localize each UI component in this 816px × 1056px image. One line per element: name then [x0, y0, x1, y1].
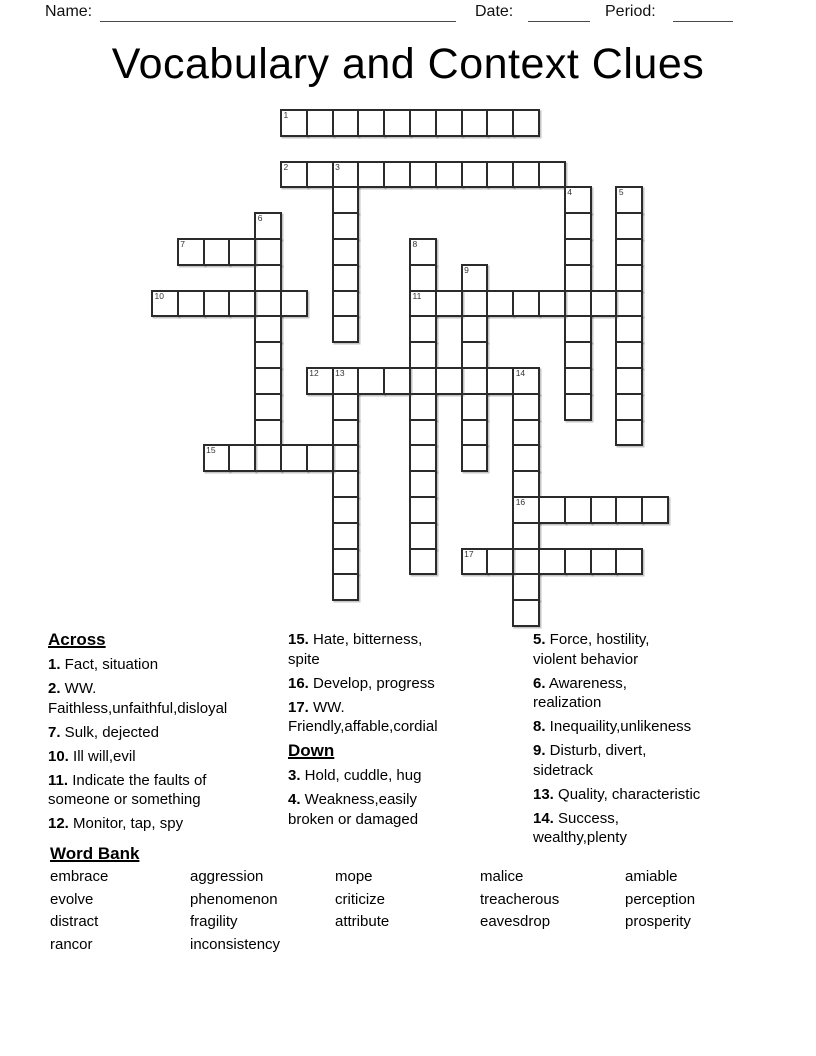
clues-column-2	[288, 630, 526, 834]
crossword-cell[interactable]	[615, 496, 643, 524]
word-bank-word: malice	[480, 868, 524, 885]
crossword-cell[interactable]	[332, 573, 360, 601]
clue-number: 14.	[533, 809, 554, 827]
clue-number: 10.	[48, 747, 69, 765]
crossword-cell[interactable]	[512, 161, 540, 189]
crossword-cell[interactable]	[332, 315, 360, 343]
word-bank-word: fragility	[190, 913, 238, 931]
clue-14: 14. Success, wealthy,plenty	[533, 809, 627, 846]
crossword-cell[interactable]	[538, 290, 566, 318]
cell-number: 11	[412, 290, 422, 301]
clue-3: 3. Hold, cuddle, hug	[288, 767, 422, 784]
crossword-cell[interactable]	[280, 161, 308, 189]
crossword-cell[interactable]	[461, 315, 489, 343]
crossword-cell[interactable]	[280, 444, 308, 472]
clue-15: 15. Hate, bitterness, spite	[288, 631, 423, 668]
crossword-cell[interactable]	[512, 444, 540, 472]
crossword-cell[interactable]	[512, 290, 540, 318]
page-title: Vocabulary and Context Clues	[111, 40, 705, 88]
word-bank-word: aggression	[190, 868, 264, 885]
crossword-cell[interactable]	[461, 109, 489, 137]
crossword-cell[interactable]	[357, 109, 385, 137]
crossword-cell[interactable]	[409, 341, 437, 369]
crossword-cell[interactable]	[254, 367, 282, 395]
crossword-cell[interactable]	[564, 393, 592, 421]
clue-4: 4. Weakness,easily broken or damaged	[288, 791, 419, 828]
clues-column-3	[533, 630, 785, 852]
clue-1: 1. Fact, situation	[48, 656, 159, 673]
crossword-cell[interactable]	[461, 367, 489, 395]
word-bank-word: criticize	[335, 890, 386, 908]
word-bank-column	[625, 866, 695, 934]
crossword-cell[interactable]	[641, 496, 669, 524]
clue-number: 16.	[288, 674, 309, 692]
cell-number: 3	[335, 161, 340, 172]
clue-number: 17.	[288, 698, 309, 716]
crossword-cell[interactable]	[177, 290, 205, 318]
crossword-cell[interactable]	[383, 367, 411, 395]
crossword-cell[interactable]	[615, 548, 643, 576]
clue-number: 5.	[533, 631, 546, 648]
crossword-cell[interactable]	[357, 367, 385, 395]
crossword-cell[interactable]	[564, 315, 592, 343]
word-bank-word: prosperity	[625, 913, 691, 931]
crossword-cell[interactable]	[615, 393, 643, 421]
crossword-cell[interactable]	[512, 496, 540, 524]
crossword-cell[interactable]	[332, 238, 360, 266]
crossword-cell[interactable]	[383, 109, 411, 137]
crossword-cell[interactable]	[512, 548, 540, 576]
crossword-cell[interactable]	[409, 238, 437, 266]
clue-12: 12. Monitor, tap, spy	[48, 815, 184, 832]
crossword-cell[interactable]	[254, 315, 282, 343]
cell-number: 15	[206, 445, 216, 456]
word-bank-word: mope	[335, 868, 373, 885]
clue-5: 5. Force, hostility, violent behavior	[533, 631, 650, 668]
cell-number: 8	[412, 239, 418, 249]
clue-11: 11. Indicate the faults of someone or something	[48, 771, 207, 808]
across-heading: Across	[48, 630, 106, 649]
crossword-cell[interactable]	[306, 367, 334, 395]
word-bank-word: treacherous	[480, 890, 560, 908]
cell-number: 7	[180, 239, 186, 249]
word-bank-word: attribute	[335, 913, 390, 931]
crossword-cell[interactable]	[615, 290, 643, 318]
clue-2: 2. WW. Faithless,unfaithful,disloyal	[48, 680, 228, 717]
crossword-cell[interactable]	[512, 470, 540, 498]
crossword-cell[interactable]	[615, 212, 643, 240]
crossword-cell[interactable]	[512, 599, 540, 627]
word-bank-word: amiable	[625, 868, 678, 885]
clue-number: 7.	[48, 723, 61, 741]
crossword-cell[interactable]	[203, 444, 231, 472]
crossword-cell[interactable]	[512, 367, 540, 395]
crossword-cell[interactable]	[435, 367, 463, 395]
clue-number: 3.	[288, 767, 301, 784]
clue-6: 6. Awareness, realization	[533, 674, 627, 711]
crossword-cell[interactable]	[332, 161, 360, 189]
word-bank-column	[335, 866, 389, 934]
crossword-cell[interactable]	[254, 212, 282, 240]
crossword-cell[interactable]	[254, 341, 282, 369]
crossword-cell[interactable]	[461, 264, 489, 292]
crossword-cell[interactable]	[615, 341, 643, 369]
crossword-cell[interactable]	[228, 444, 256, 472]
crossword-cell[interactable]	[615, 238, 643, 266]
crossword-cell[interactable]	[564, 238, 592, 266]
clue-7: 7. Sulk, dejected	[48, 723, 159, 741]
clue-number: 6.	[533, 674, 546, 692]
clue-13: 13. Quality, characteristic	[533, 785, 701, 803]
crossword-cell[interactable]	[203, 290, 231, 318]
name-label: Name:	[45, 3, 93, 20]
crossword-cell[interactable]	[254, 238, 282, 266]
cell-number: 5	[618, 187, 624, 198]
cell-number: 9	[464, 264, 469, 275]
clue-number: 12.	[48, 815, 69, 832]
crossword-cell[interactable]	[615, 315, 643, 343]
crossword-cell[interactable]	[332, 290, 360, 318]
clue-number: 2.	[48, 680, 61, 697]
clues-column-1	[48, 630, 294, 838]
crossword-cell[interactable]	[332, 496, 360, 524]
date-label: Date:	[475, 3, 514, 20]
word-bank-word: embrace	[50, 868, 109, 885]
crossword-cell[interactable]	[486, 548, 514, 576]
crossword-cell[interactable]	[228, 290, 256, 318]
word-bank-word: evolve	[50, 890, 94, 908]
crossword-cell[interactable]	[383, 161, 411, 189]
crossword-cell[interactable]	[332, 186, 360, 214]
crossword-cell[interactable]	[151, 290, 179, 318]
crossword-cell[interactable]	[203, 238, 231, 266]
crossword-cell[interactable]	[615, 264, 643, 292]
clue-10: 10. Ill will,evil	[48, 747, 136, 765]
crossword-cell[interactable]	[332, 212, 360, 240]
clue-8: 8. Inequaility,unlikeness	[533, 718, 692, 735]
crossword-cell[interactable]	[332, 419, 360, 447]
word-bank-column	[480, 866, 559, 934]
crossword-cell[interactable]	[435, 109, 463, 137]
clue-17: 17. WW. Friendly,affable,cordial	[288, 698, 438, 735]
cell-number: 17	[464, 548, 474, 559]
cell-number: 4	[567, 187, 573, 198]
cell-number: 13	[335, 368, 345, 378]
crossword-cell[interactable]	[590, 548, 618, 576]
clue-16: 16. Develop, progress	[288, 674, 435, 692]
crossword-cell[interactable]	[228, 238, 256, 266]
crossword-cell[interactable]	[461, 444, 489, 472]
crossword-cell[interactable]	[409, 161, 437, 189]
cell-number: 6	[257, 213, 263, 224]
crossword-cell[interactable]	[564, 264, 592, 292]
crossword-cell[interactable]	[461, 419, 489, 447]
word-bank-word: inconsistency	[190, 935, 281, 953]
crossword-cell[interactable]	[461, 393, 489, 421]
clue-number: 4.	[288, 791, 301, 808]
period-label: Period:	[605, 3, 656, 20]
crossword-cell[interactable]	[280, 109, 308, 137]
crossword-cell[interactable]	[564, 186, 592, 214]
word-bank-column	[50, 866, 108, 956]
crossword-cell[interactable]	[306, 444, 334, 472]
crossword-cell[interactable]	[590, 496, 618, 524]
crossword-cell[interactable]	[409, 315, 437, 343]
cell-number: 2	[283, 161, 289, 172]
clue-9: 9. Disturb, divert, sidetrack	[533, 742, 647, 779]
crossword-cell[interactable]	[254, 393, 282, 421]
crossword-cell[interactable]	[332, 522, 360, 550]
clue-number: 1.	[48, 656, 61, 673]
crossword-cell[interactable]	[435, 161, 463, 189]
cell-number: 1	[283, 110, 289, 120]
cell-number: 14	[515, 368, 526, 378]
crossword-cell[interactable]	[615, 367, 643, 395]
word-bank-word: distract	[50, 913, 99, 931]
crossword-cell[interactable]	[435, 290, 463, 318]
word-bank-word: eavesdrop	[480, 913, 551, 931]
cell-number: 10	[154, 290, 164, 301]
crossword-cell[interactable]	[177, 238, 205, 266]
crossword-cell[interactable]	[512, 419, 540, 447]
crossword-cell[interactable]	[332, 470, 360, 498]
crossword-cell[interactable]	[332, 548, 360, 576]
crossword-cell[interactable]	[461, 290, 489, 318]
crossword-cell[interactable]	[306, 109, 334, 137]
crossword-cell[interactable]	[486, 109, 514, 137]
crossword-cell[interactable]	[254, 444, 282, 472]
crossword-cell[interactable]	[332, 367, 360, 395]
crossword-cell[interactable]	[512, 393, 540, 421]
clue-number: 15.	[288, 631, 309, 648]
crossword-cell[interactable]	[486, 290, 514, 318]
crossword-cell[interactable]	[357, 161, 385, 189]
word-bank-word: phenomenon	[190, 890, 278, 908]
crossword-cell[interactable]	[486, 367, 514, 395]
word-bank-column	[190, 866, 280, 956]
crossword-cell[interactable]	[306, 161, 334, 189]
crossword-cell[interactable]	[512, 573, 540, 601]
crossword-cell[interactable]	[332, 264, 360, 292]
crossword-cell[interactable]	[409, 496, 437, 524]
crossword-cell[interactable]	[409, 470, 437, 498]
crossword-cell[interactable]	[461, 341, 489, 369]
crossword-cell[interactable]	[409, 444, 437, 472]
crossword-cell[interactable]	[538, 548, 566, 576]
crossword-cell[interactable]	[332, 393, 360, 421]
crossword-cell[interactable]	[461, 548, 489, 576]
crossword-cell[interactable]	[615, 186, 643, 214]
crossword-cell[interactable]	[564, 341, 592, 369]
crossword-cell[interactable]	[564, 212, 592, 240]
word-bank-word: perception	[625, 890, 696, 908]
crossword-cell[interactable]	[409, 290, 437, 318]
crossword-cell[interactable]	[409, 393, 437, 421]
clue-number: 13.	[533, 785, 554, 803]
crossword-cell[interactable]	[512, 522, 540, 550]
crossword-cell[interactable]	[332, 109, 360, 137]
crossword-cell[interactable]	[332, 444, 360, 472]
crossword-cell[interactable]	[409, 522, 437, 550]
crossword-cell[interactable]	[409, 367, 437, 395]
crossword-cell[interactable]	[590, 290, 618, 318]
crossword-cell[interactable]	[254, 419, 282, 447]
crossword-cell[interactable]	[280, 290, 308, 318]
crossword-cell[interactable]	[615, 419, 643, 447]
word-bank-heading: Word Bank	[50, 844, 140, 863]
cell-number: 12	[309, 368, 319, 378]
crossword-cell[interactable]	[409, 548, 437, 576]
crossword-cell[interactable]	[512, 109, 540, 137]
crossword-cell[interactable]	[538, 161, 566, 189]
crossword-cell[interactable]	[254, 290, 282, 318]
crossword-cell[interactable]	[538, 496, 566, 524]
word-bank-word: rancor	[50, 935, 93, 953]
crossword-cell[interactable]	[564, 290, 592, 318]
crossword-cell[interactable]	[461, 161, 489, 189]
crossword-cell[interactable]	[564, 548, 592, 576]
crossword-cell[interactable]	[254, 264, 282, 292]
crossword-cell[interactable]	[564, 496, 592, 524]
cell-number: 16	[515, 497, 526, 507]
clue-number: 9.	[533, 742, 546, 759]
crossword-cell[interactable]	[409, 419, 437, 447]
crossword-cell[interactable]	[409, 109, 437, 137]
clue-number: 11.	[48, 771, 69, 789]
clue-number: 8.	[533, 718, 546, 735]
crossword-cell[interactable]	[564, 367, 592, 395]
crossword-cell[interactable]	[409, 264, 437, 292]
down-heading: Down	[288, 741, 335, 760]
crossword-cell[interactable]	[486, 161, 514, 189]
